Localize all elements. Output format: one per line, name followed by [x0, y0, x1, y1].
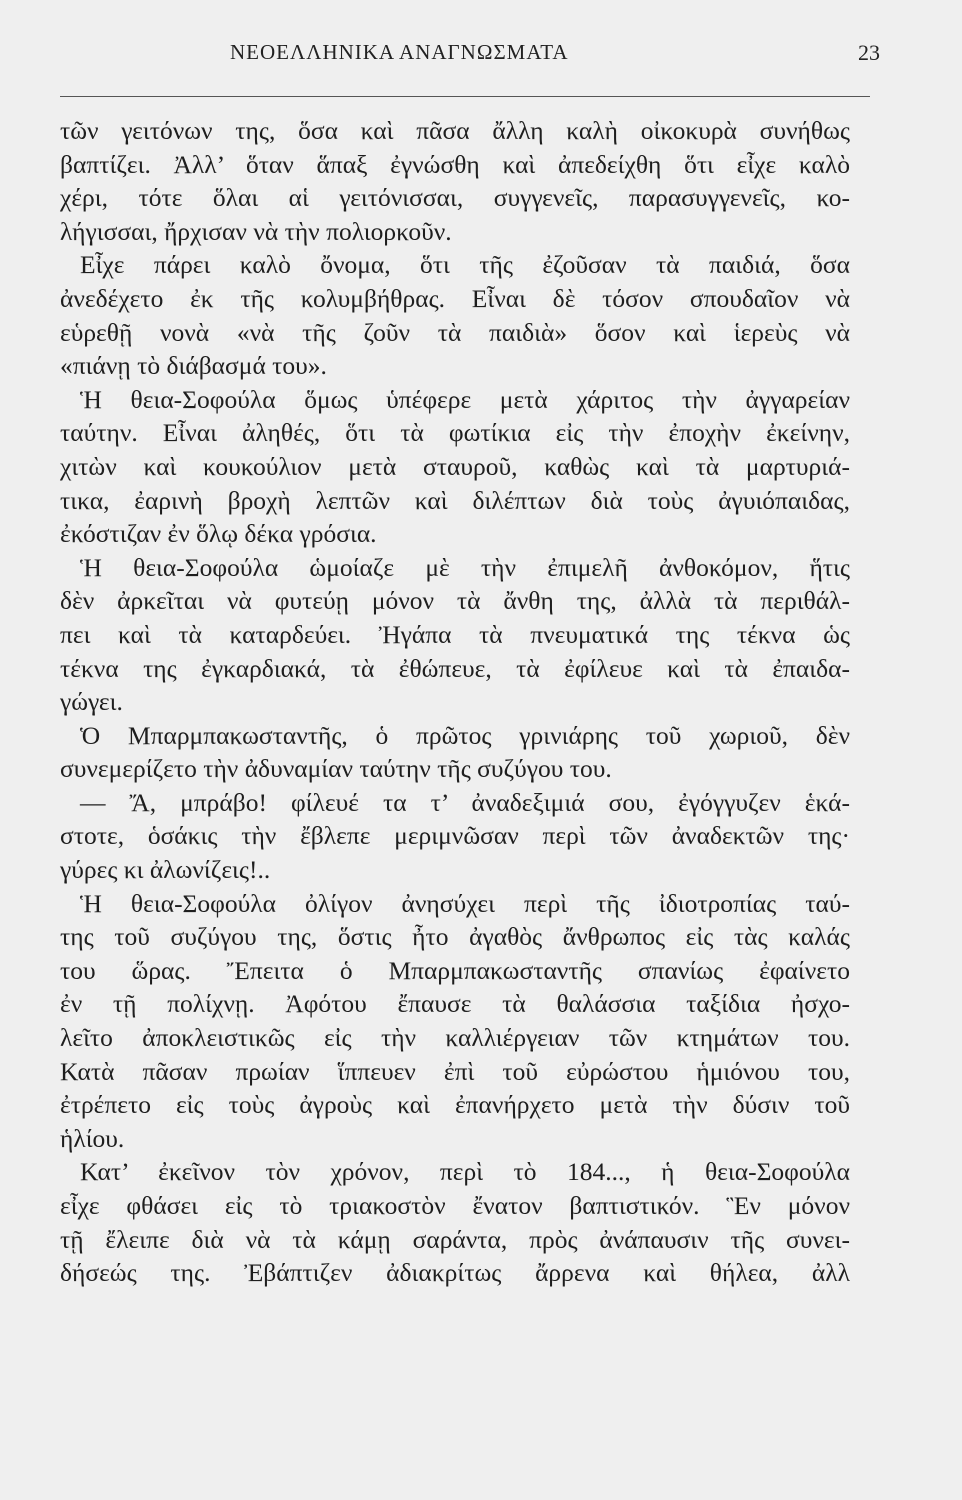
text-line: Ἡ θεια-Σοφούλα ὀλίγον ἀνησύχει περὶ τῆς ἰδιοτροπίας ταύ- [80, 888, 850, 918]
page-header [60, 40, 880, 80]
text-line: λήγισσαι, ἤρχισαν νὰ τὴν πολιορκοῦν. [60, 216, 452, 246]
text-line: στοτε, ὁσάκις τὴν ἔβλεπε μεριμνῶσαν περὶ τῶν ἀναδεκτῶν της· [60, 821, 850, 851]
text-line: Ὁ Μπαρμπακωσταντῆς, ὁ πρῶτος γρινιάρης τοῦ χωριοῦ, δὲν [80, 720, 850, 750]
text-line: πει καὶ τὰ καταρδεύει. Ἠγάπα τὰ πνευματικά της τέκνα ὡς [60, 619, 850, 649]
text-line: λεῖτο ἀποκλειστικῶς εἰς τὴν καλλιέργειαν τῶν κτημάτων του. [60, 1023, 850, 1053]
text-line: Κατ’ ἐκεῖνον τὸν χρόνον, περὶ τὸ 184..., ἡ θεια-Σοφούλα [80, 1157, 850, 1187]
text-line: «πιάνῃ τὸ διάβασμά του». [60, 351, 327, 381]
running-title: ΝΕΟΕΛΛΗΝΙΚΑ ΑΝΑΓΝΩΣΜΑΤΑ [230, 40, 569, 64]
text-line: ἡλίου. [60, 1123, 125, 1153]
text-line: δὲν ἀρκεῖται νὰ φυτεύῃ μόνον τὰ ἄνθη της, ἀλλὰ τὰ περιθάλ- [60, 586, 850, 616]
text-line: γώγει. [60, 687, 123, 717]
text-line: τικα, ἐαρινὴ βροχὴ λεπτῶν καὶ διλέπτων διὰ τοὺς ἀγυιόπαιδας, [60, 485, 850, 515]
text-line: βαπτίζει. Ἀλλ’ ὅταν ἅπαξ ἐγνώσθη καὶ ἀπεδείχθη ὅτι εἶχε καλὸ [60, 149, 850, 179]
text-line: τέκνα της ἐγκαρδιακά, τὰ ἐθώπευε, τὰ ἐφίλευε καὶ τὰ ἐπαιδα- [60, 653, 850, 683]
text-line: Εἶχε πάρει καλὸ ὄνομα, ὅτι τῆς ἐζοῦσαν τὰ παιδιά, ὅσα [80, 250, 850, 280]
text-line: γύρες κι ἀλωνίζεις!.. [60, 855, 271, 885]
text-line: χιτὼν καὶ κουκούλιον μετὰ σταυροῦ, καθὼς καὶ τὰ μαρτυριά- [60, 451, 850, 481]
text-line: ἐτρέπετο εἰς τοὺς ἀγροὺς καὶ ἐπανήρχετο μετὰ τὴν δύσιν τοῦ [60, 1090, 850, 1120]
text-line: δήσεώς της. Ἐβάπτιζεν ἀδιακρίτως ἄρρενα καὶ θήλεα, ἀλλ [60, 1258, 850, 1288]
page-number: 23 [858, 40, 880, 65]
text-line: — Ἄ, μπράβο! φίλευέ τα τ’ ἀναδεξιμιά σου, ἐγόγγυζεν ἑκά- [80, 787, 850, 817]
text-line: Ἡ θεια-Σοφούλα ὡμοίαζε μὲ τὴν ἐπιμελῆ ἀνθοκόμον, ἥτις [80, 552, 850, 582]
text-line: τῇ ἔλειπε διὰ νὰ τὰ κάμῃ σαράντα, πρὸς ἀνάπαυσιν τῆς συνει- [60, 1224, 850, 1254]
text-line: χέρι, τότε ὅλαι αἱ γειτόνισσαι, συγγενεῖς, παρασυγγενεῖς, κο- [60, 183, 850, 213]
text-line: εὑρεθῇ νονὰ «νὰ τῆς ζοῦν τὰ παιδιὰ» ὅσον καὶ ἱερεὺς νὰ [60, 317, 850, 347]
header-rule [60, 96, 870, 97]
text-line: της τοῦ συζύγου της, ὅστις ἦτο ἀγαθὸς ἄνθρωπος εἰς τὰς καλάς [60, 922, 850, 952]
text-line: Ἡ θεια-Σοφούλα ὅμως ὑπέφερε μετὰ χάριτος τὴν ἀγγαρείαν [80, 384, 850, 414]
body-text [60, 114, 850, 1290]
text-line: ἀνεδέχετο ἐκ τῆς κολυμβήθρας. Εἶναι δὲ τόσον σπουδαῖον νὰ [60, 283, 850, 313]
text-line: ἐν τῇ πολίχνῃ. Ἀφότου ἔπαυσε τὰ θαλάσσια ταξίδια ἠσχο- [60, 989, 850, 1019]
text-line: εἶχε φθάσει εἰς τὸ τριακοστὸν ἔνατον βαπτιστικόν. Ἓν μόνον [60, 1191, 850, 1220]
text-line: τῶν γειτόνων της, ὅσα καὶ πᾶσα ἄλλη καλὴ οἰκοκυρὰ συνήθως [60, 116, 850, 145]
text-line: του ὥρας. Ἔπειτα ὁ Μπαρμπακωσταντῆς σπανίως ἐφαίνετο [60, 955, 850, 985]
text-line: ἐκόστιζαν ἐν ὅλῳ δέκα γρόσια. [60, 519, 377, 549]
text-line: συνεμερίζετο τὴν ἀδυναμίαν ταύτην τῆς συζύγου του. [60, 754, 612, 784]
text-line: Κατὰ πᾶσαν πρωίαν ἵππευεν ἐπὶ τοῦ εὐρώστου ἡμιόνου του, [60, 1056, 850, 1086]
text-line: ταύτην. Εἶναι ἀληθές, ὅτι τὰ φωτίκια εἰς τὴν ἐποχὴν ἐκείνην, [60, 418, 850, 448]
